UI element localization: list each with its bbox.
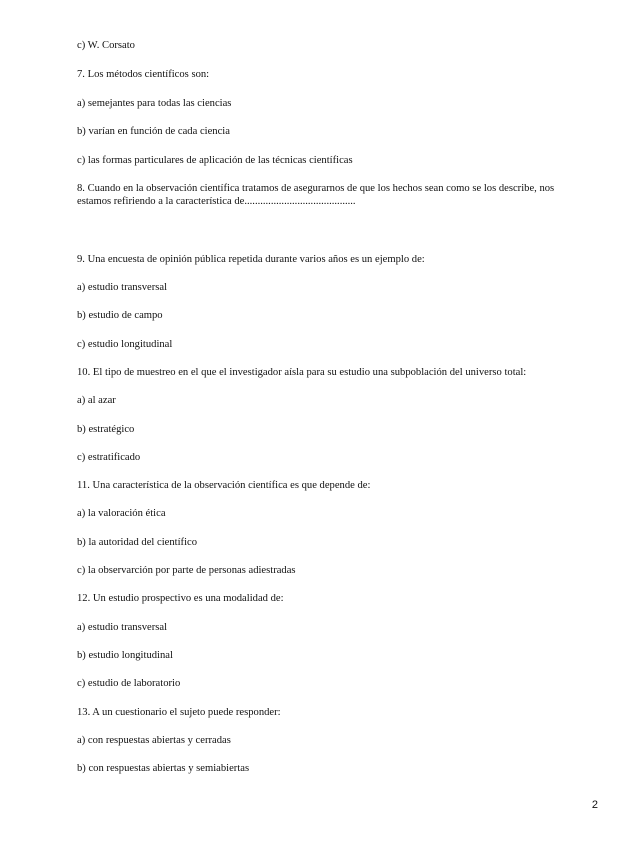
option-7a: a) semejantes para todas las ciencias xyxy=(77,98,232,109)
option-11b: b) la autoridad del científico xyxy=(77,537,198,548)
question-13: 13. A un cuestionario el sujeto puede responder: xyxy=(77,707,281,718)
option-9c: c) estudio longitudinal xyxy=(77,339,173,350)
question-9: 9. Una encuesta de opinión pública repetida durante varios años es un ejemplo de: xyxy=(77,254,425,265)
option-11a: a) la valoración ética xyxy=(77,508,166,519)
option-9b: b) estudio de campo xyxy=(77,310,163,321)
option-10b: b) estratégico xyxy=(77,424,135,435)
option-12b: b) estudio longitudinal xyxy=(77,650,173,661)
option-12a: a) estudio transversal xyxy=(77,622,168,633)
question-11: 11. Una característica de la observación científica es que depende de: xyxy=(77,480,371,491)
option-11c: c) la observarción por parte de personas adiestradas xyxy=(77,565,296,576)
option-12c: c) estudio de laboratorio xyxy=(77,678,181,689)
option-10c: c) estratificado xyxy=(77,452,141,463)
option-13a: a) con respuestas abiertas y cerradas xyxy=(77,735,231,746)
question-7: 7. Los métodos científicos son: xyxy=(77,69,210,80)
option-10a: a) al azar xyxy=(77,395,116,406)
question-8: 8. Cuando en la observación científica tratamos de asegurarnos de que los hechos sean como se los describe, nos estamos refiriendo a la característica de.......................................... xyxy=(77,183,555,207)
option-7b: b) varían en función de cada ciencia xyxy=(77,126,230,137)
question-12: 12. Un estudio prospectivo es una modalidad de: xyxy=(77,593,284,604)
page-number: 2 xyxy=(591,799,598,811)
option-13b: b) con respuestas abiertas y semiabiertas xyxy=(77,763,250,774)
option-6c: c) W. Corsato xyxy=(77,40,135,51)
question-10: 10. El tipo de muestreo en el que el investigador aísla para su estudio una subpoblación del universo total: xyxy=(77,367,527,378)
option-9a: a) estudio transversal xyxy=(77,282,168,293)
option-7c: c) las formas particulares de aplicación de las técnicas científicas xyxy=(77,155,353,166)
